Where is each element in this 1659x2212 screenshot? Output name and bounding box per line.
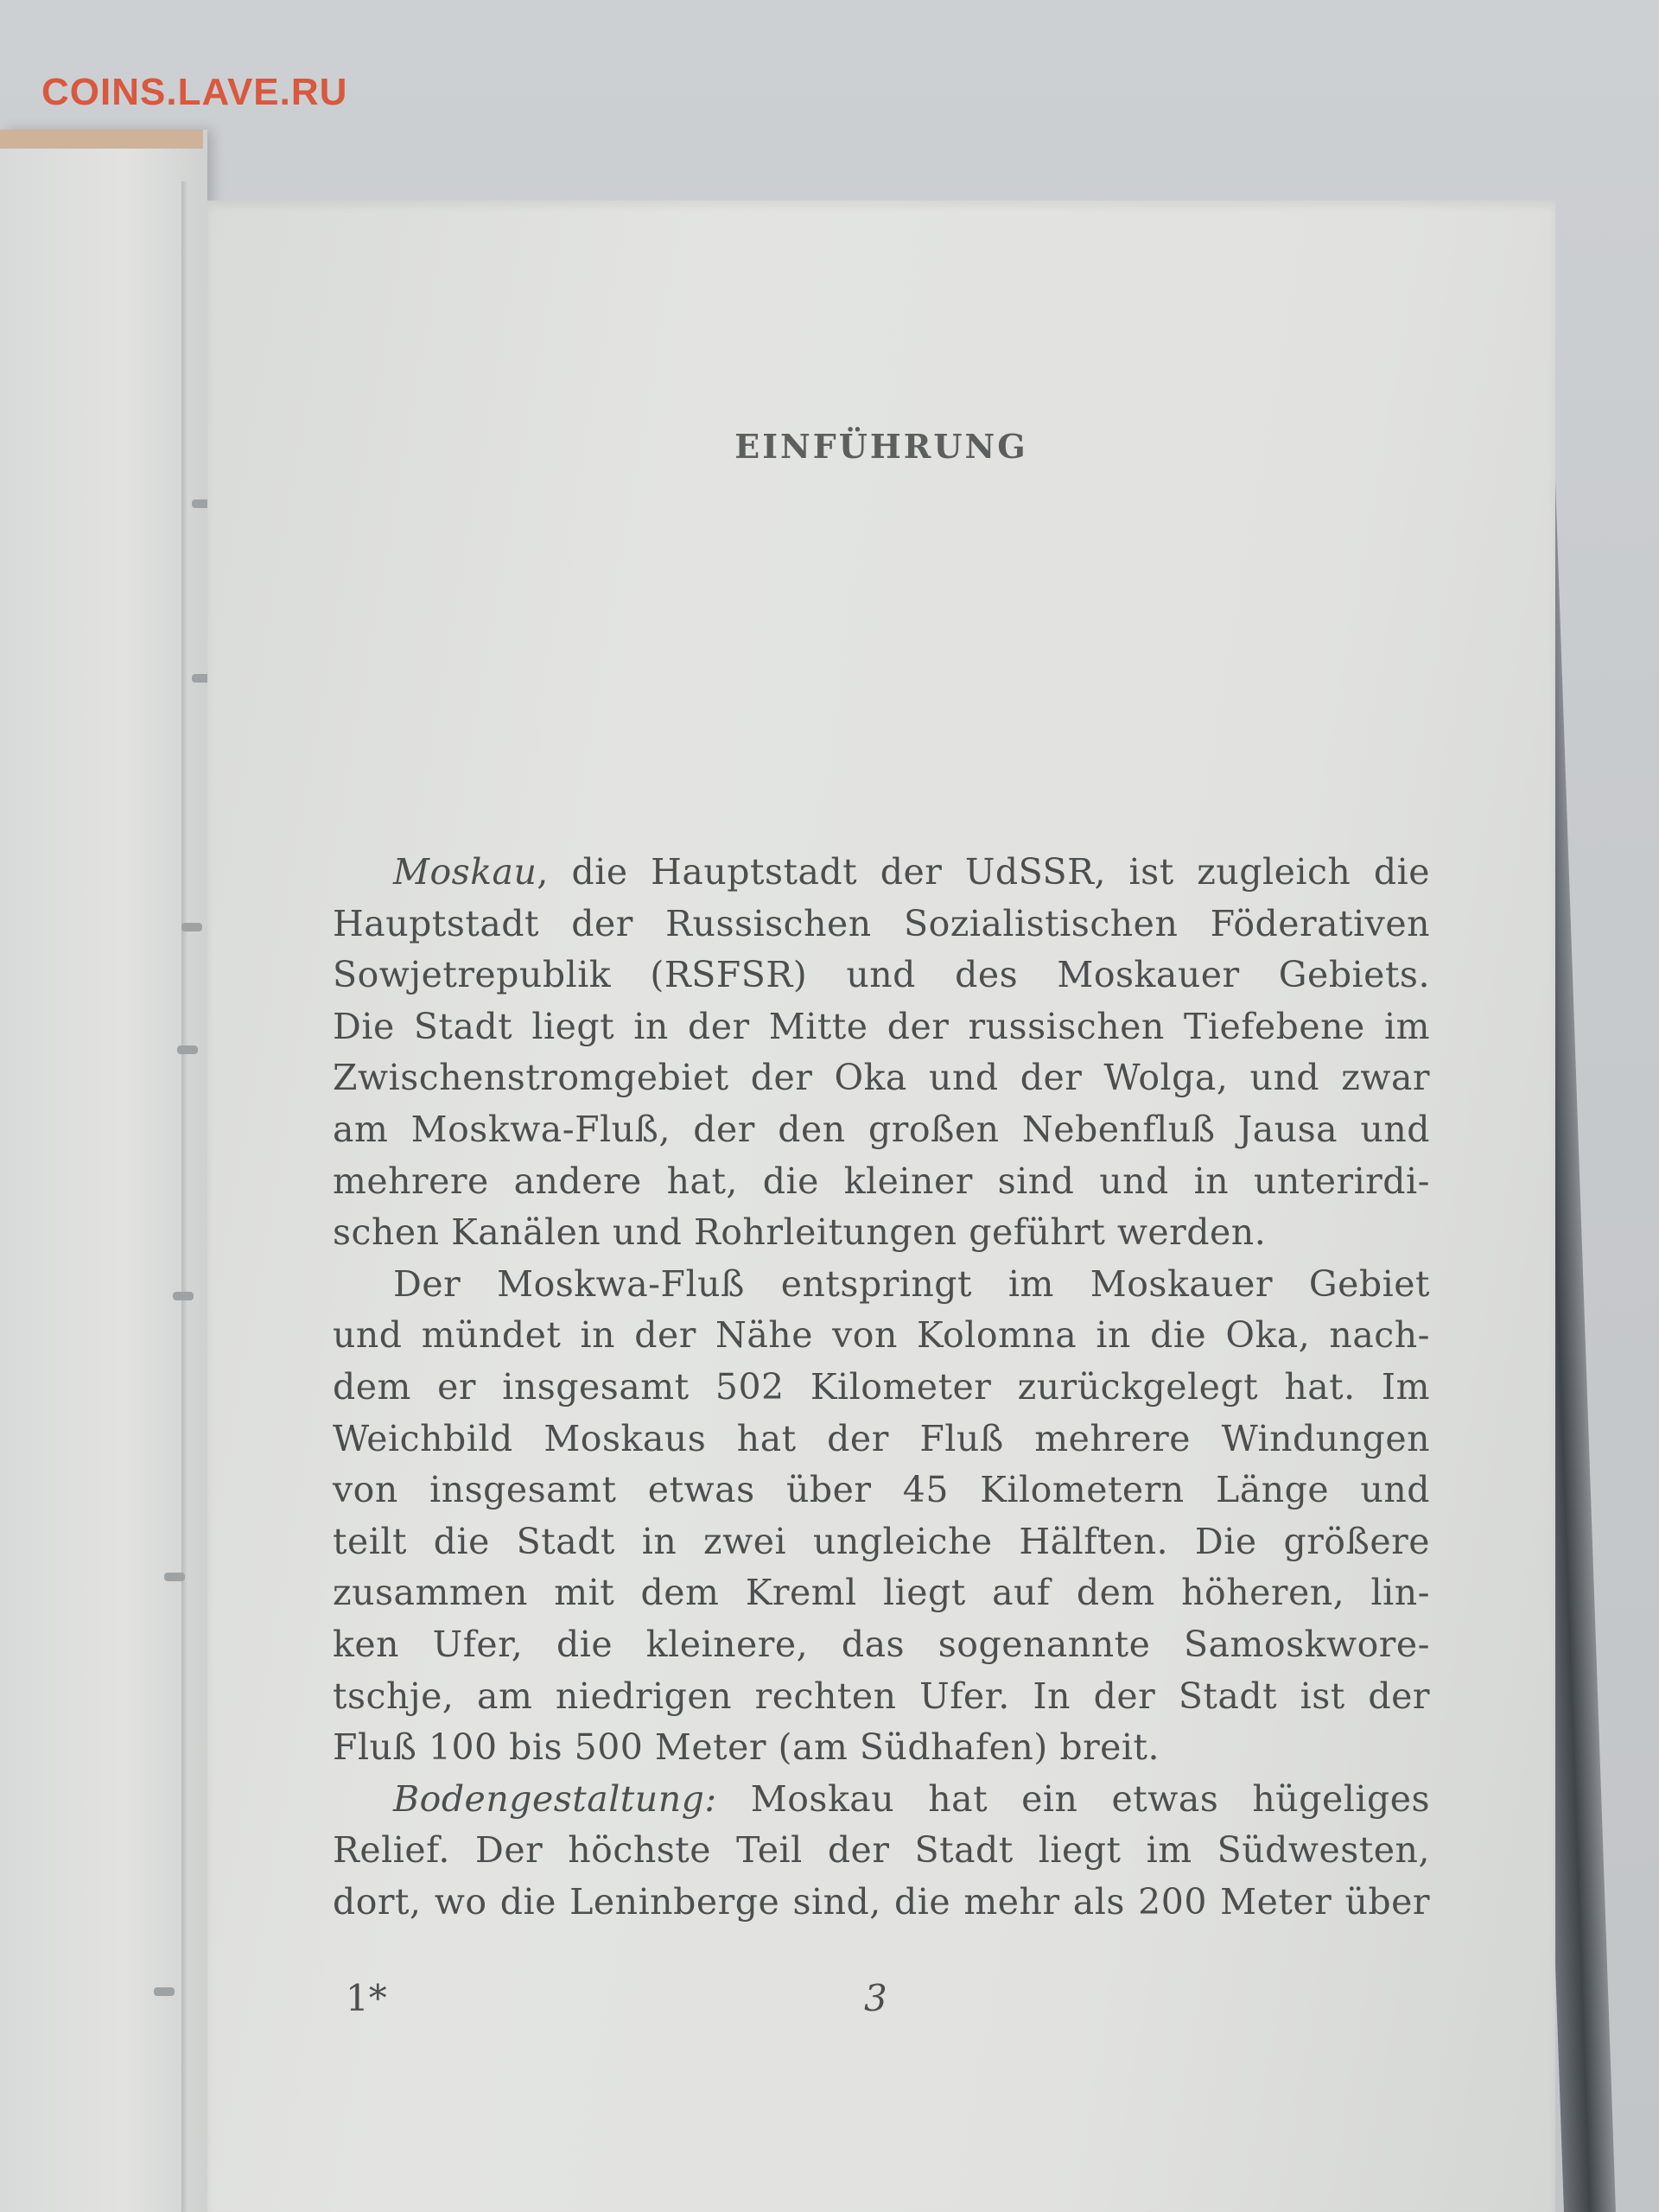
text-line: Relief. Der höchste Teil der Stadt liegt im Südwesten, [333,1829,1430,1872]
text-line: am Moskwa-Fluß, der den großen Nebenfluß Jausa und [333,1108,1430,1150]
page-heading: EINFÜHRUNG [734,427,1028,466]
book-spine [181,181,188,2212]
text-line: und mündet in der Nähe von Kolomna in die Oka, nach- [333,1314,1430,1357]
text-line: Der Moskwa-Fluß entspringt im Moskauer Gebiet [393,1262,1430,1305]
watermark: COINS.LAVE.RU [41,71,348,113]
italic-lead: Moskau [393,851,537,893]
text-line: tschje, am niedrigen rechten Ufer. In der Stadt ist der [333,1675,1430,1717]
text-line: Fluß 100 bis 500 Meter (am Südhafen) breit. [333,1726,1160,1769]
text-line: von insgesamt etwas über 45 Kilometern Länge und [333,1469,1430,1511]
text-line: Zwischenstromgebiet der Oka und der Wolga, und zwar [333,1057,1430,1099]
text-line: mehrere andere hat, die kleiner sind und in unterirdi- [333,1160,1430,1202]
text-line: Weichbild Moskaus hat der Fluß mehrere Windungen [333,1417,1430,1459]
binding-stitch [181,923,202,931]
italic-lead: Bodengestaltung: [393,1777,717,1820]
text-line [333,1774,1430,1826]
book-page [207,200,1555,2212]
book-cover [0,130,207,2212]
text-line: zusammen mit dem Kreml liegt auf dem höheren, lin- [333,1572,1430,1614]
binding-stitch [164,1573,185,1581]
text-line: Die Stadt liegt in der Mitte der russischen Tiefebene im [333,1005,1430,1047]
line-text: Moskau hat ein etwas hügeliges [716,1777,1430,1820]
text-line: dort, wo die Leninberge sind, die mehr als 200 Meter über [333,1880,1430,1923]
signature-mark: 1* [346,1977,387,2019]
text-line: schen Kanälen und Rohrleitungen geführt werden. [333,1211,1267,1254]
cover-edge [0,130,203,149]
binding-stitch [177,1046,198,1054]
text-line: teilt die Stadt in zwei ungleiche Hälften. Die größere [333,1520,1430,1562]
text-line: Hauptstadt der Russischen Sozialistischen Föderativen [333,902,1430,944]
body-text [333,847,1430,1928]
text-line: ken Ufer, die kleinere, das sogenannte Samoskwore- [333,1623,1430,1665]
text-line: dem er insgesamt 502 Kilometer zurückgelegt hat. Im [333,1365,1430,1408]
page-number: 3 [864,1977,887,2019]
text-line [333,847,1430,899]
text-line: Sowjetrepublik (RSFSR) und des Moskauer Gebiets. [333,954,1430,996]
binding-stitch [173,1292,194,1300]
binding-stitch [154,1987,175,1996]
line-text: , die Hauptstadt der UdSSR, ist zugleich die [537,851,1430,893]
